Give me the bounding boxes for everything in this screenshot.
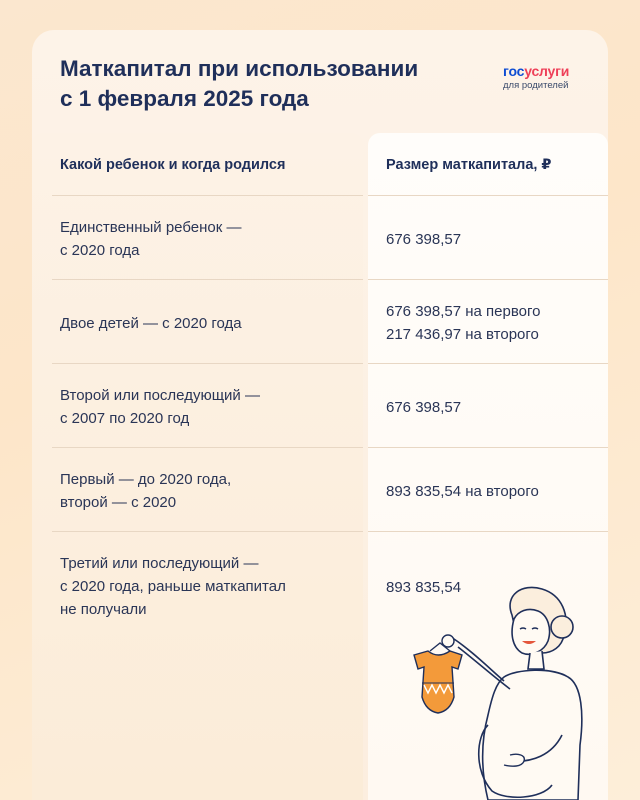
cell-child xyxy=(60,216,350,262)
logo-part-gos: гос xyxy=(503,63,525,79)
row-separator-left xyxy=(52,531,363,532)
cell-child-line: с 2020 года xyxy=(60,242,140,259)
row-separator-right xyxy=(368,447,608,448)
title-line-1: Маткапитал при использовании xyxy=(60,56,419,81)
cell-child xyxy=(60,468,350,514)
cell-child xyxy=(60,552,350,621)
column-header-amount: Размер маткапитала, ₽ xyxy=(386,157,552,173)
cell-amount xyxy=(386,396,601,419)
cell-amount-line: 676 398,57 xyxy=(386,399,462,416)
cell-amount xyxy=(386,228,601,251)
logo-part-uslugi: услуги xyxy=(524,63,570,79)
cell-amount-line: 676 398,57 на первого xyxy=(386,303,541,320)
row-separator-left xyxy=(52,279,363,280)
row-separator-right xyxy=(368,279,608,280)
title-line-2: с 1 февраля 2025 года xyxy=(60,86,309,111)
cell-amount-line: 893 835,54 на второго xyxy=(386,483,539,500)
cell-amount xyxy=(386,300,601,346)
column-header-child: Какой ребенок и когда родился xyxy=(60,157,286,173)
row-separator-right xyxy=(368,363,608,364)
logo-wordmark xyxy=(503,63,593,79)
cell-amount xyxy=(386,480,601,503)
gosuslugi-logo xyxy=(503,63,593,91)
cell-child xyxy=(60,312,350,335)
row-separator-left xyxy=(52,447,363,448)
logo-subtitle: для родителей xyxy=(503,80,569,91)
pregnant-woman-illustration xyxy=(392,585,602,800)
cell-amount-line: 676 398,57 xyxy=(386,231,462,248)
cell-child-line: второй — с 2020 xyxy=(60,494,177,511)
page-title xyxy=(60,54,460,114)
row-separator-right xyxy=(368,195,608,196)
row-separator-left xyxy=(52,363,363,364)
row-separator-right xyxy=(368,531,608,532)
cell-child-line: Единственный ребенок — xyxy=(60,219,242,236)
cell-child-line: с 2007 по 2020 год xyxy=(60,410,190,427)
cell-amount-line: 217 436,97 на второго xyxy=(386,326,539,343)
cell-child-line: с 2020 года, раньше маткапитал xyxy=(60,578,286,595)
cell-amount-line: 893 835,54 xyxy=(386,579,462,596)
cell-child-line: Двое детей — с 2020 года xyxy=(60,315,242,332)
cell-child-line: Третий или последующий — xyxy=(60,555,259,572)
cell-child xyxy=(60,384,350,430)
cell-child-line: Первый — до 2020 года, xyxy=(60,471,232,488)
row-separator-left xyxy=(52,195,363,196)
cell-child-line: Второй или последующий — xyxy=(60,387,260,404)
cell-child-line: не получали xyxy=(60,601,147,618)
